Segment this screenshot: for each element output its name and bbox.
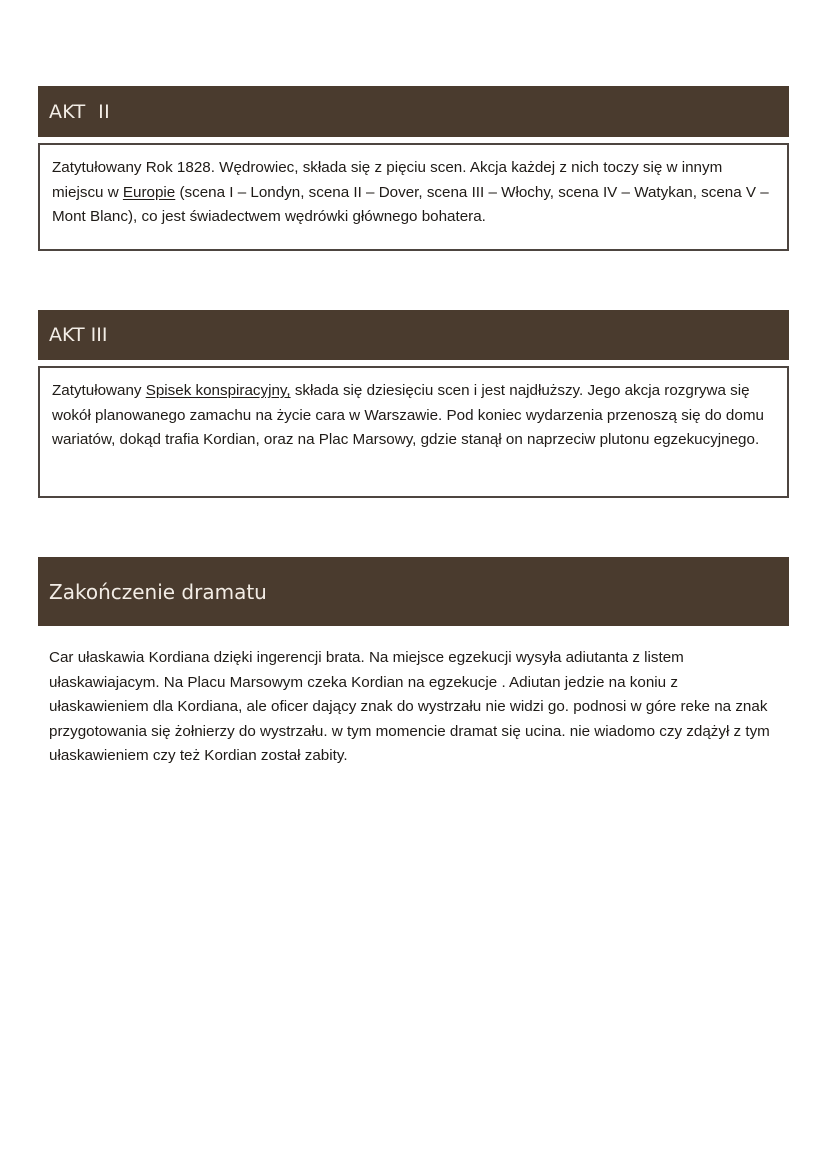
ending-paragraph: Car ułaskawia Kordiana dzięki ingerencji brata. Na miejsce egzekucji wysyła adiutanta z listem ułaskawiajacym. Na Placu Marsowym czeka Kordian na egzekucje . Adiutan jedzie na koniu z ułaskawieniem dla Kordiana, ale oficer dający znak do wystrzału nie widzi go. podnosi w góre reke na znak przygotowania się żołnierzy do wystrzału. w tym momencie dramat się ucina. nie wiadomo czy zdążył z tym ułaskawieniem czy też Kordian został zabity. bbox=[49, 649, 770, 764]
paragraph-text: Zatytułowany Rok 1828. Wędrowiec, składa się z pięciu scen. Akcja każdej z nich toczy się w innym miejscu w bbox=[52, 159, 723, 201]
europie-link[interactable]: Europie bbox=[122, 183, 176, 201]
section-header-akt-3 bbox=[38, 310, 789, 360]
paragraph-text: Zatytułowany bbox=[52, 382, 146, 399]
section-header-zakonczenie bbox=[38, 557, 789, 626]
section-title: Zakończenie dramatu bbox=[49, 579, 267, 604]
spisek-konspiracyjny-link[interactable]: Spisek konspiracyjny, bbox=[145, 382, 291, 399]
section-title: AKT III bbox=[49, 324, 108, 346]
section-box-akt-3 bbox=[38, 366, 789, 498]
section-header-akt-2 bbox=[38, 86, 789, 137]
section-box-akt-2 bbox=[38, 143, 789, 251]
paragraph-text: (scena I – Londyn, scena II – Dover, scena III – Włochy, scena IV – Watykan, scena V – Mont Blanc), co jest świadectwem wędrówki głównego bohatera. bbox=[52, 183, 769, 225]
paragraph-text: składa się dziesięciu scen i jest najdłuższy. Jego akcja rozgrywa się wokół planowanego zamachu na życie cara w Warszawie. Pod koniec wydarzenia przenoszą się do domu wariatów, dokąd trafia Kordian, oraz na Plac Marsowy, gdzie stanął on naprzeciw plutonu egzekucyjnego. bbox=[52, 382, 764, 448]
section-title: AKT II bbox=[49, 100, 110, 123]
